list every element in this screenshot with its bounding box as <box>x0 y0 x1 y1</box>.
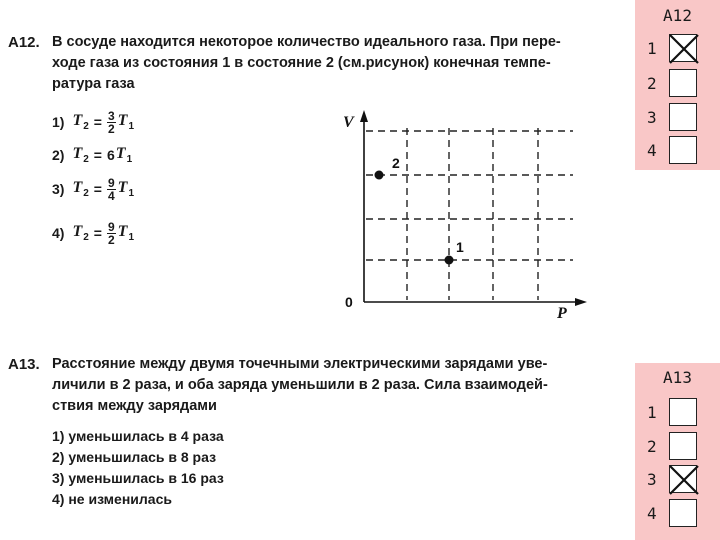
y-axis-arrow <box>360 110 368 122</box>
fraction: $\frac{9}{4}$ <box>107 175 115 203</box>
answer-row-3[interactable] <box>635 465 720 495</box>
answer-checkbox[interactable] <box>669 398 697 426</box>
answer-number: 3 <box>647 470 657 489</box>
temperature-var: $T_2$ <box>72 179 89 199</box>
temperature-var: $T_2$ <box>72 145 89 165</box>
a12-option-1 <box>52 107 134 137</box>
a13-option-4: 4) не изменилась <box>52 491 172 507</box>
answer-checkbox[interactable] <box>669 136 697 164</box>
answer-row-4[interactable] <box>635 136 720 166</box>
question-a13-line: личили в 2 раза, и оба заряда уменьшили в 2 раза. Сила взаимодей- <box>52 377 548 393</box>
question-a13-line: ствия между зарядами <box>52 398 217 414</box>
temperature-var: $T_1$ <box>117 179 135 199</box>
question-a12-line: ратура газа <box>52 76 135 92</box>
answer-checkbox[interactable] <box>669 69 697 97</box>
question-a12-line: ходе газа из состояния 1 в состояние 2 (см.рисунок) конечная темпе- <box>52 55 551 71</box>
answer-checkbox[interactable] <box>669 432 697 460</box>
question-a13-label: A13. <box>8 356 40 373</box>
fraction: $\frac{3}{2}$ <box>107 108 115 136</box>
origin-label: 0 <box>345 294 353 310</box>
x-axis-label: P <box>557 305 567 320</box>
answer-checkbox[interactable] <box>669 465 697 493</box>
answer-number: 4 <box>647 504 657 523</box>
temperature-var: $T_1$ <box>117 112 135 132</box>
question-a12-text <box>52 32 561 95</box>
equals-sign: = <box>93 147 102 163</box>
a12-option-4 <box>52 218 134 248</box>
a13-options <box>52 426 224 510</box>
answer-row-3[interactable] <box>635 103 720 133</box>
answer-row-2[interactable] <box>635 69 720 99</box>
answer-panel-a12 <box>635 0 720 170</box>
option-number: 4) <box>52 225 65 241</box>
x-axis-arrow <box>575 298 587 306</box>
equals-sign: = <box>93 181 102 197</box>
equals-sign: = <box>93 225 102 241</box>
a13-option-1: 1) уменьшилась в 4 раза <box>52 428 224 444</box>
fraction: $\frac{9}{2}$ <box>107 219 115 247</box>
answer-number: 1 <box>647 403 657 422</box>
y-axis-label: V <box>343 114 354 131</box>
answer-row-4[interactable] <box>635 499 720 529</box>
temperature-var: $T_1$ <box>115 145 133 165</box>
question-a13-line: Расстояние между двумя точечными электрическими зарядами уве- <box>52 356 548 372</box>
question-a12-label: A12. <box>8 34 40 51</box>
answer-row-2[interactable] <box>635 432 720 462</box>
a12-option-3 <box>52 174 134 204</box>
pv-graph <box>335 108 595 320</box>
cross-mark-icon <box>667 32 701 66</box>
state-point-2 <box>375 171 384 180</box>
state-point-1-label: 1 <box>456 239 464 255</box>
answer-number: 2 <box>647 74 657 93</box>
answer-checkbox[interactable] <box>669 103 697 131</box>
a12-option-2 <box>52 140 132 170</box>
temperature-var: $T_2$ <box>72 112 89 132</box>
cross-mark-icon <box>667 463 701 497</box>
temperature-var: $T_2$ <box>72 223 89 243</box>
answer-row-1[interactable] <box>635 398 720 428</box>
answer-panel-title: А12 <box>663 6 692 25</box>
graph-grid <box>366 128 573 300</box>
a13-option-3: 3) уменьшилась в 16 раз <box>52 470 224 486</box>
a13-option-2: 2) уменьшилась в 8 раз <box>52 449 217 465</box>
answer-panel-a13 <box>635 363 720 540</box>
answer-number: 1 <box>647 39 657 58</box>
equals-sign: = <box>93 114 102 130</box>
answer-number: 4 <box>647 141 657 160</box>
state-point-2-label: 2 <box>392 155 400 171</box>
question-a12-line: В сосуде находится некоторое количество идеального газа. При пере- <box>52 34 561 50</box>
answer-number: 3 <box>647 108 657 127</box>
answer-row-1[interactable] <box>635 34 720 64</box>
option-number: 1) <box>52 114 65 130</box>
coefficient: 6 <box>106 147 115 163</box>
question-a13-text <box>52 354 548 417</box>
answer-checkbox[interactable] <box>669 499 697 527</box>
answer-number: 2 <box>647 437 657 456</box>
temperature-var: $T_1$ <box>117 223 135 243</box>
option-number: 3) <box>52 181 65 197</box>
state-point-1 <box>445 256 454 265</box>
answer-panel-title: А13 <box>663 368 692 387</box>
option-number: 2) <box>52 147 65 163</box>
answer-checkbox[interactable] <box>669 34 697 62</box>
